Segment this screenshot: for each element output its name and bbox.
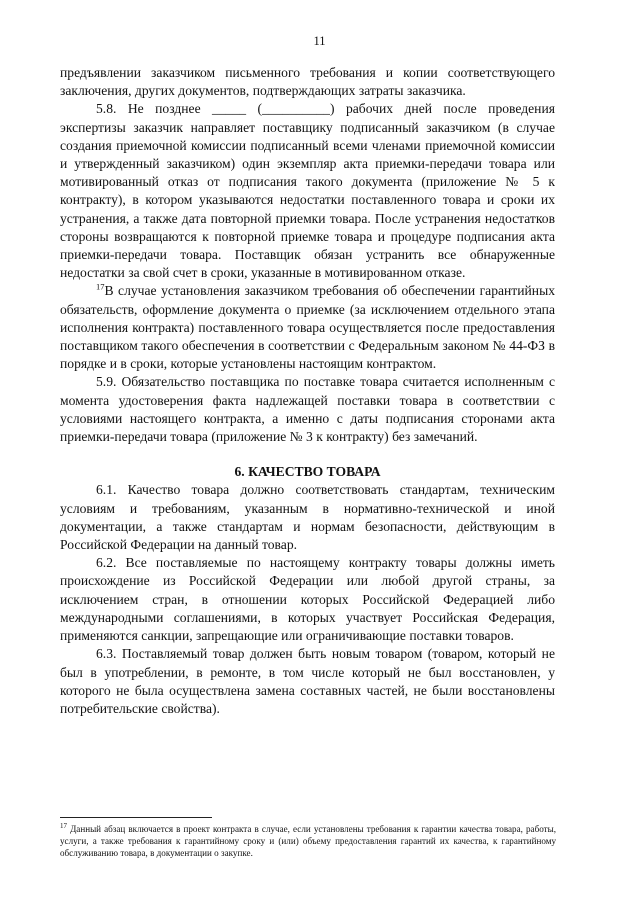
footnote-mark: 17 (60, 821, 67, 830)
paragraph-footnote-17 (60, 282, 555, 373)
paragraph-5-8: 5.8. Не позднее _____ (__________) рабочих дней после проведения экспертизы заказчик направляет поставщику подписанный заказчиком (в случае создания приемочной комиссии подписанный всеми членами приемочной комиссии и утвержденный заказчиком) один экземпляр акта приемки-передачи товара или мотивированный отказ от подписания такого документа (приложение № 5 к контракту), в котором указываются недостатки поставленного товара и сроки их устранения, а также дата повторной приемки товара. После устранения недостатков стороны возвращаются к повторной приемке товара и процедуре подписания акта приемки-передачи товара. Поставщик обязан устранить все обнаруженные недостатки за свой счет в сроки, указанные в мотивированном отказе. (60, 101, 555, 281)
paragraph-6-2: 6.2. Все поставляемые по настоящему контракту товары должны иметь происхождение из Российской Федерации или любой другой страны, за исключением стран, в отношении которых Российской Федерацией либо международными соглашениями, в которых участвует Российская Федерация, применяются санкции, запрещающие или ограничивающие поставки товаров. (60, 555, 555, 644)
paragraph-6-3: 6.3. Поставляемый товар должен быть новым товаром (товаром, который не был в употреблении, в ремонте, в том числе который не был восстановлен, у которого не была осуществлена замена составных частей, не были восстановлены потребительские свойства). (60, 646, 555, 716)
document-body (60, 64, 555, 718)
paragraph-6-1: 6.1. Качество товара должно соответствовать стандартам, техническим условиям и требованиям, указанным в нормативно-технической и иной документации, а также стандартам и нормам безопасности, действующим в Российской Федерации на данный товар. (60, 482, 555, 553)
paragraph-5-9: 5.9. Обязательство поставщика по поставке товара считается исполненным с момента удостоверения факта надлежащей поставки товара в соответствии с условиями настоящего контракта, а именно с даты подписания сторонами акта приемки-передачи товара (приложение № 3 к контракту) без замечаний. (60, 374, 555, 445)
paragraph-footnote-17-text: В случае установления заказчиком требования об обеспечении гарантийных обязательств, оформление документа о приемке (за исключением отдельного этапа исполнения контракта) поставленного товара осуществляется после предоставления поставщиком такого обеспечения в соответствии с Федеральным законом № 44-ФЗ в порядке и в сроки, которые установлены настоящим контрактом. (60, 283, 555, 372)
paragraph-continuation: предъявлении заказчиком письменного требования и копии соответствующего заключения, других документов, подтверждающих затраты заказчика. (60, 65, 555, 99)
footnote-text: Данный абзац включается в проект контракта в случае, если установлены требования к гарантии качества товара, работы, услуги, а также требования к гарантийному сроку и (или) объему предоставления гарантий их качества, к гарантийному обслуживанию товара, в документации о закупке. (60, 824, 556, 859)
footnote-reference: 17 (96, 281, 105, 292)
footnote (60, 823, 556, 860)
section-heading-quality: 6. КАЧЕСТВО ТОВАРА (234, 464, 381, 480)
page-number: 11 (313, 34, 326, 48)
footnote-separator (60, 817, 212, 818)
